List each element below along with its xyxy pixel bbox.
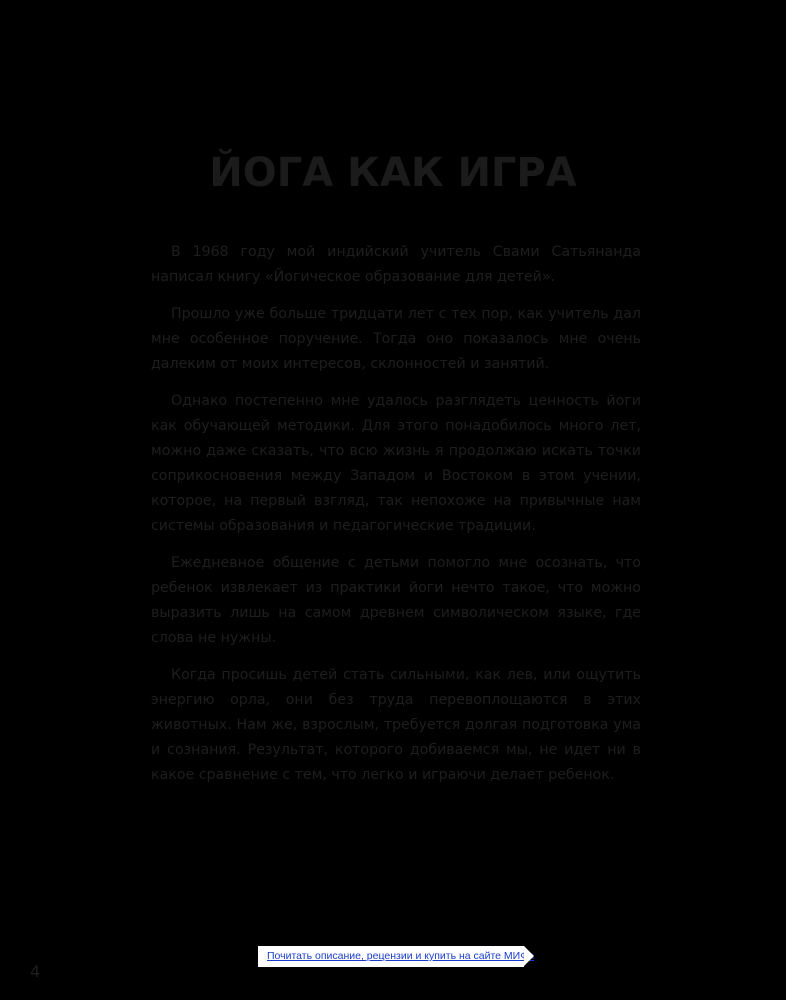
promo-banner-arrow-icon bbox=[524, 946, 534, 966]
promo-banner[interactable] bbox=[258, 946, 535, 967]
paragraph: В 1968 году мой индийский учитель Свами Сатьянанда написал книгу «Йогическое образование для детей». bbox=[151, 244, 641, 285]
paragraph: Прошло уже больше тридцати лет с тех пор, как учитель дал мне особенное поручение. Тогда оно показалось мне очень далеким от моих интересов, склонностей и занятий. bbox=[151, 306, 641, 372]
page-title: ЙОГА КАК ИГРА bbox=[209, 149, 577, 196]
body-text bbox=[151, 240, 641, 800]
paragraph: Когда просишь детей стать сильными, как лев, или ощутить энергию орла, они без труда перевоплощаются в этих животных. Нам же, взрослым, требуется долгая подготовка ума и сознания. Результат, которого добиваемся мы, не идет ни в какое сравнение с тем, что легко и играючи делает ребенок. bbox=[151, 667, 641, 783]
page-number: 4 bbox=[30, 962, 41, 981]
promo-link[interactable]: Почитать описание, рецензии и купить на сайте МИФа bbox=[267, 950, 535, 962]
paragraph: Однако постепенно мне удалось разглядеть ценность йоги как обучающей методики. Для этого понадобилось много лет, можно даже сказать, что всю жизнь я продолжаю искать точки соприкосновения между Западом и Востоком в этом учении, которое, на первый взгляд, так непохоже на привычные нам системы образования и педагогические традиции. bbox=[151, 393, 641, 534]
paragraph: Ежедневное общение с детьми помогло мне осознать, что ребенок извлекает из практики йоги нечто такое, что можно выразить лишь на самом древнем символическом языке, где слова не нужны. bbox=[151, 555, 641, 646]
